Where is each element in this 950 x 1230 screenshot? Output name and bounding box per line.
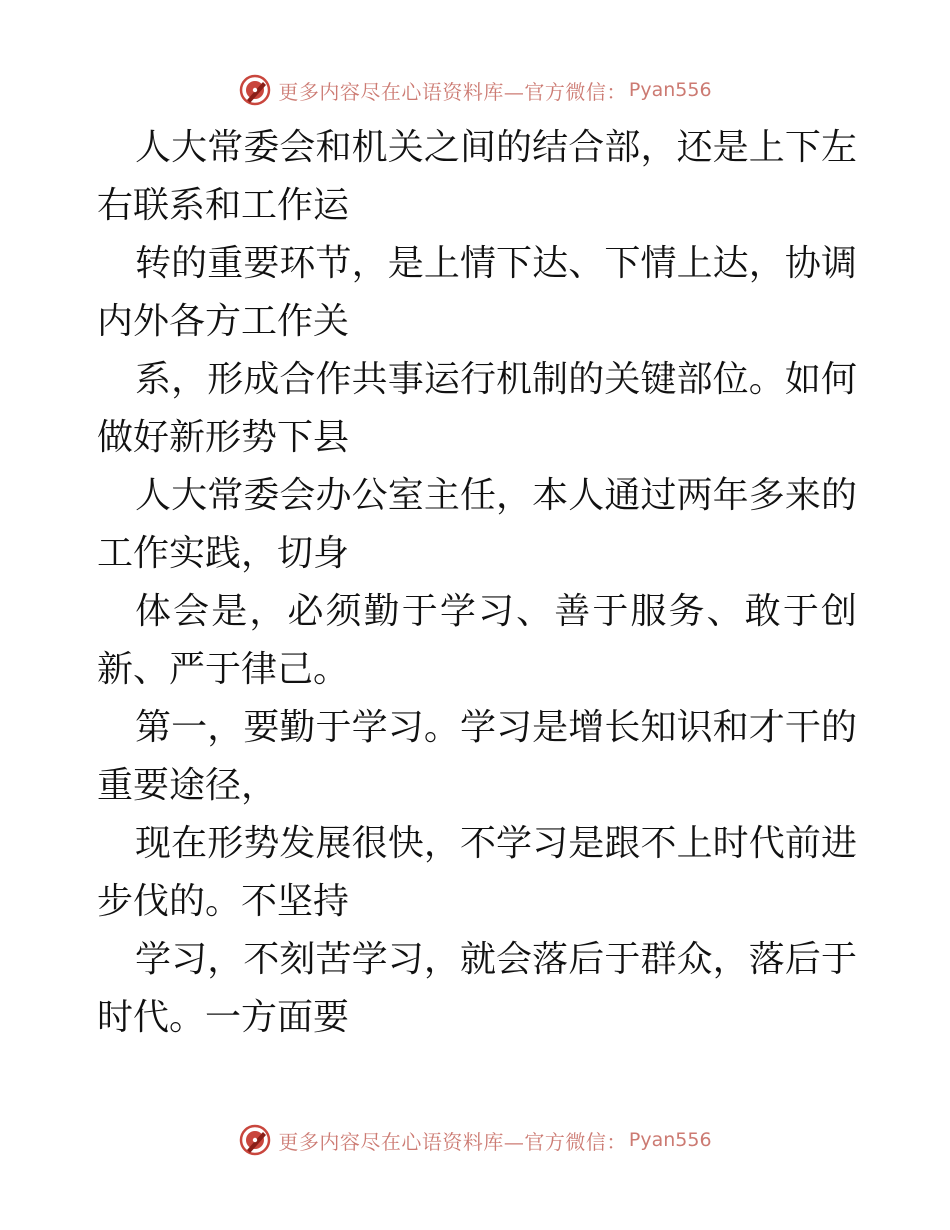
watermark-handle: Pyan556 [628, 79, 712, 101]
header-watermark [0, 70, 950, 110]
paragraph: 第一，要勤于学习。学习是增长知识和才干的重要途径， [97, 707, 857, 806]
watermark-handle: Pyan556 [628, 1129, 712, 1151]
paragraph: 人大常委会办公室主任，本人通过两年多来的工作实践，切身 [97, 475, 857, 574]
paragraph: 体会是，必须勤于学习、善于服务、敢于创新、严于律己。 [97, 591, 857, 690]
pen-nib-logo-icon [238, 1123, 272, 1157]
footer-watermark [0, 1120, 950, 1160]
document-body [97, 119, 857, 1047]
paragraph: 人大常委会和机关之间的结合部，还是上下左右联系和工作运 [97, 127, 857, 226]
watermark-text: 更多内容尽在心语资料库—官方微信： [278, 1129, 627, 1154]
pen-nib-logo-icon [238, 73, 272, 107]
paragraph: 转的重要环节，是上情下达、下情上达，协调内外各方工作关 [97, 243, 857, 342]
paragraph: 学习，不刻苦学习，就会落后于群众，落后于时代。一方面要 [97, 939, 857, 1038]
paragraph: 现在形势发展很快，不学习是跟不上时代前进步伐的。不坚持 [97, 823, 857, 922]
paragraph: 系，形成合作共事运行机制的关键部位。如何做好新形势下县 [97, 359, 857, 458]
watermark-text: 更多内容尽在心语资料库—官方微信： [278, 79, 627, 104]
